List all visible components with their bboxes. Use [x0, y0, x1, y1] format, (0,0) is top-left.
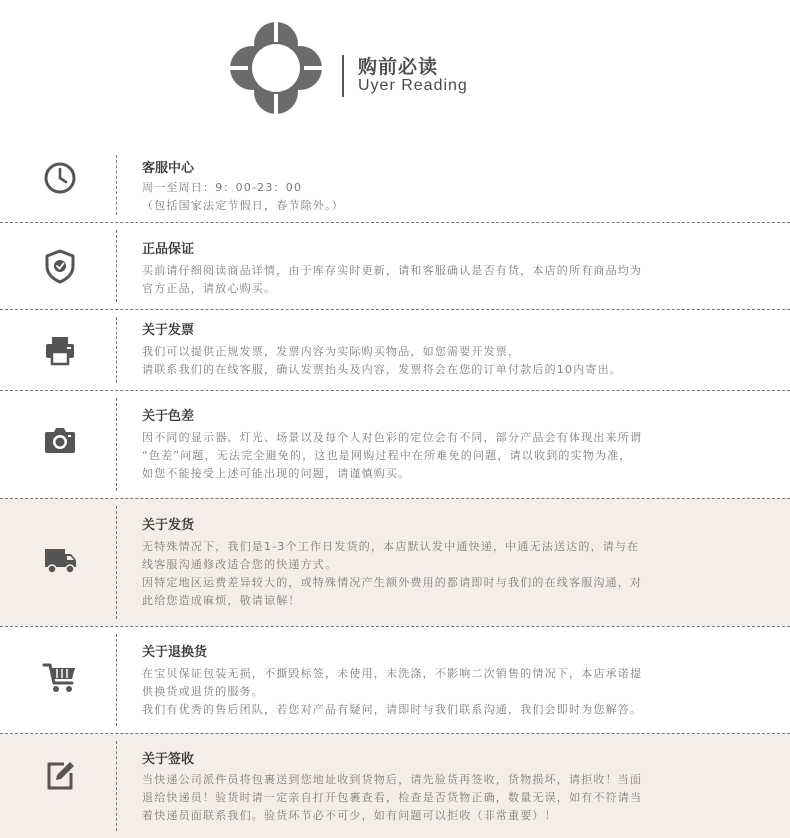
vertical-divider	[116, 506, 117, 619]
page-subtitle: Uyer Reading	[358, 77, 468, 94]
section-title-invoice: 关于发票	[142, 323, 195, 338]
header-divider	[342, 55, 344, 97]
section-text-line: 因特定地区运费差异较大的，或特殊情况产生额外费用的都请即时与我们的在线客服沟通，对	[142, 576, 643, 589]
section-text-line: 无特殊情况下，我们是1-3个工作日发货的，本店默认发中通快递，中通无法送达的，请与在	[142, 540, 640, 553]
divider	[0, 222, 790, 223]
section-title-shipping: 关于发货	[142, 518, 195, 533]
section-title-signing: 关于签收	[142, 752, 195, 767]
vertical-divider	[116, 317, 117, 383]
divider	[0, 733, 790, 734]
shield-check-icon	[40, 246, 80, 286]
vertical-divider	[116, 741, 117, 831]
header	[0, 0, 790, 140]
section-text-line: 官方正品，请放心购买。	[142, 282, 277, 295]
page-title: 购前必读	[358, 56, 439, 78]
section-text-line: 供换货或退货的服务。	[142, 685, 264, 698]
section-text-line: 请联系我们的在线客服，确认发票抬头及内容，发票将会在您的订单付款后的10内寄出。	[142, 363, 622, 376]
section-text-line: （包括国家法定节假日，春节除外。）	[142, 199, 344, 212]
section-text-line: 买前请仔细阅读商品详情，由于库存实时更新，请和客服确认是否有货，本店的所有商品均为	[142, 264, 643, 277]
section-text-line: 线客服沟通修改适合您的快递方式。	[142, 558, 338, 571]
truck-icon	[40, 540, 80, 580]
vertical-divider	[116, 634, 117, 726]
section-text-line: 退给快递员！验货时请一定亲自打开包裹查看，检查是否货物正确，数量无误，如有不符请当	[142, 791, 643, 804]
vertical-divider	[116, 155, 117, 215]
divider	[0, 626, 790, 627]
vertical-divider	[116, 230, 117, 302]
edit-icon	[40, 755, 80, 795]
section-text-line: 在宝贝保证包装无损，不撕毁标签，未使用，未洗涤，不影响二次销售的情况下，本店承诺提	[142, 667, 643, 680]
section-text-line: 因不同的显示器、灯光、场景以及每个人对色彩的定位会有不同，部分产品会有体现出来所谓	[142, 431, 643, 444]
section-title-service: 客服中心	[142, 161, 195, 176]
divider	[0, 390, 790, 391]
section-text-line: 如您不能接受上述可能出现的问题，请谨慎购买。	[142, 467, 411, 480]
section-text-line: 我们可以提供正规发票，发票内容为实际购买物品，如您需要开发票，	[142, 345, 521, 358]
divider	[0, 498, 790, 499]
section-title-genuine: 正品保证	[142, 242, 195, 257]
section-title-returns: 关于退换货	[142, 645, 208, 660]
section-text-line: 着快递员面联系我们。验货环节必不可少，如有问题可以拒收（非常重要）！	[142, 809, 557, 822]
section-text-line: 周一至周日：9：00-23：00	[142, 181, 303, 194]
camera-icon	[40, 420, 80, 460]
divider	[0, 309, 790, 310]
section-text-line: 我们有优秀的售后团队，若您对产品有疑问，请即时与我们联系沟通，我们会即时为您解答。	[142, 703, 643, 716]
section-shipping-bg	[0, 498, 790, 626]
clock-icon	[40, 158, 80, 198]
printer-icon	[40, 330, 80, 370]
section-title-color-difference: 关于色差	[142, 409, 195, 424]
section-text-line: 此给您造成麻烦，敬请谅解！	[142, 594, 301, 607]
shopping-cart-icon	[40, 657, 80, 697]
clover-logo-icon	[228, 22, 324, 114]
section-text-line: 当快递公司派件员将包裹送到您地址收到货物后，请先验货再签收，货物损坏，请拒收！当面	[142, 773, 643, 786]
vertical-divider	[116, 398, 117, 491]
section-text-line: “色差”问题，无法完全避免的，这也是网购过程中在所难免的问题，请以收到的实物为准，	[142, 449, 632, 462]
